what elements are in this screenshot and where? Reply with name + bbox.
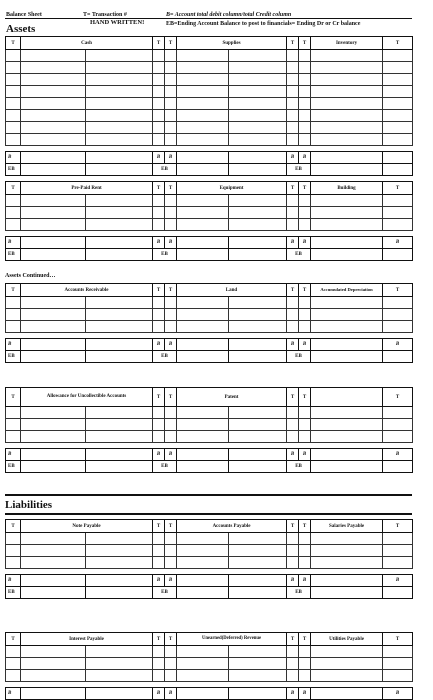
account-title-accounts-receivable: Accounts Receivable (21, 284, 153, 297)
eb-mark: EB (6, 461, 21, 473)
b-mark: B (287, 152, 299, 164)
account-title-allowance-for-uncollectible-accounts: Allowance for Uncollectible Accounts (21, 388, 153, 407)
header-rule (5, 18, 412, 19)
b-mark: B (165, 449, 177, 461)
eb-mark: EB (287, 351, 311, 363)
b-mark: B (165, 237, 177, 249)
t-mark: T (165, 388, 177, 407)
b-mark: B (165, 688, 177, 700)
account-title-blank (311, 388, 383, 407)
b-mark: B (299, 688, 311, 700)
t-mark: T (383, 388, 413, 407)
eb-mark: EB (153, 351, 177, 363)
b-mark: B (153, 688, 165, 700)
b-mark: B (383, 575, 413, 587)
assets-heading: Assets (6, 23, 36, 35)
b-mark: B (383, 449, 413, 461)
t-mark: T (383, 182, 413, 195)
account-title-accounts-payable: Accounts Payable (177, 520, 287, 533)
t-mark: T (6, 633, 21, 646)
account-title-interest-payable: Interest Payable (21, 633, 153, 646)
t-mark: T (165, 37, 177, 50)
b-mark: B (383, 688, 413, 700)
t-mark: T (153, 37, 165, 50)
ledger-group-2 (5, 181, 413, 261)
liabilities-rule-bottom (5, 513, 412, 515)
account-title-note-payable: Note Payable (21, 520, 153, 533)
t-mark: T (165, 633, 177, 646)
account-title-cash: Cash (21, 37, 153, 50)
account-title-utilities-payable: Utilities Payable (311, 633, 383, 646)
t-mark: T (299, 388, 311, 407)
t-mark: T (287, 284, 299, 297)
ledger-group-3 (5, 283, 413, 363)
t-mark: T (153, 520, 165, 533)
b-mark: B (6, 449, 21, 461)
t-mark: T (299, 37, 311, 50)
account-title-unearned-revenue: Unearned(Deferred) Revenue (177, 633, 287, 646)
b-mark: B (383, 339, 413, 351)
transaction-note: T= Transaction # (83, 12, 127, 18)
t-mark: T (287, 388, 299, 407)
b-mark: B (299, 237, 311, 249)
account-title-equipment: Equipment (177, 182, 287, 195)
b-mark: B (287, 339, 299, 351)
eb-mark: EB (153, 461, 177, 473)
t-mark: T (165, 284, 177, 297)
account-title-salaries-payable: Salaries Payable (311, 520, 383, 533)
b-mark: B (299, 575, 311, 587)
eb-mark: EB (153, 164, 177, 176)
t-mark: T (299, 633, 311, 646)
account-title-accumulated-depreciation: Accumulated Depreciation (311, 284, 383, 297)
b-mark: B (383, 237, 413, 249)
eb-mark: EB (153, 249, 177, 261)
t-mark: T (6, 284, 21, 297)
assets-continued-heading: Assets Continued… (5, 273, 56, 279)
t-mark: T (287, 633, 299, 646)
t-mark: T (287, 37, 299, 50)
t-mark: T (287, 182, 299, 195)
t-mark: T (165, 520, 177, 533)
t-mark: T (6, 37, 21, 50)
b-mark: B (6, 575, 21, 587)
b-mark: B (6, 237, 21, 249)
eb-mark: EB (6, 351, 21, 363)
eb-mark: EB (153, 587, 177, 599)
b-mark: B (153, 449, 165, 461)
b-mark: B (153, 237, 165, 249)
b-mark: B (6, 688, 21, 700)
b-mark: B (165, 575, 177, 587)
b-mark: B (6, 339, 21, 351)
b-mark: B (299, 339, 311, 351)
b-mark: B (287, 575, 299, 587)
account-title-supplies: Supplies (177, 37, 287, 50)
ledger-group-6 (5, 632, 413, 700)
b-mark: B (287, 688, 299, 700)
t-mark: T (6, 388, 21, 407)
t-mark: T (383, 633, 413, 646)
t-mark: T (153, 182, 165, 195)
t-mark: T (383, 37, 413, 50)
eb-mark: EB (287, 587, 311, 599)
account-title-land: Land (177, 284, 287, 297)
eb-mark: EB (287, 164, 311, 176)
liabilities-heading: Liabilities (5, 499, 53, 511)
t-mark: T (6, 520, 21, 533)
t-mark: T (383, 520, 413, 533)
b-mark: B (299, 152, 311, 164)
t-mark: T (299, 182, 311, 195)
ending-balance-note: EB=Ending Account Balance to post to financials= Ending Dr or Cr balance (166, 21, 361, 27)
ledger-group-4 (5, 387, 413, 473)
eb-mark: EB (6, 249, 21, 261)
t-mark: T (299, 520, 311, 533)
eb-mark: EB (6, 587, 21, 599)
b-mark: B (165, 152, 177, 164)
t-mark: T (299, 284, 311, 297)
eb-mark: EB (287, 461, 311, 473)
eb-mark: EB (6, 164, 21, 176)
t-mark: T (287, 520, 299, 533)
t-mark: T (153, 284, 165, 297)
t-mark: T (153, 633, 165, 646)
liabilities-rule-top (5, 494, 412, 496)
account-title-inventory: Inventory (311, 37, 383, 50)
account-title-building: Building (311, 182, 383, 195)
b-mark: B (153, 339, 165, 351)
t-mark: T (6, 182, 21, 195)
t-mark: T (153, 388, 165, 407)
b-mark: B (153, 152, 165, 164)
balance-sheet-label: Balance Sheet (6, 12, 42, 18)
balance-note: B= Account total debit column/total Credit column (166, 12, 292, 18)
ledger-group-1 (5, 36, 413, 176)
t-mark: T (165, 182, 177, 195)
t-mark: T (383, 284, 413, 297)
b-mark: B (6, 152, 21, 164)
b-mark: B (153, 575, 165, 587)
b-mark: B (165, 339, 177, 351)
b-mark: B (287, 237, 299, 249)
hand-written-note: HAND WRITTEN! (90, 19, 145, 26)
eb-mark: EB (287, 249, 311, 261)
ledger-group-5 (5, 519, 413, 599)
account-title-pre-paid-rent: Pre-Paid Rent (21, 182, 153, 195)
b-mark: B (287, 449, 299, 461)
account-title-patent: Patent (177, 388, 287, 407)
b-mark: B (299, 449, 311, 461)
